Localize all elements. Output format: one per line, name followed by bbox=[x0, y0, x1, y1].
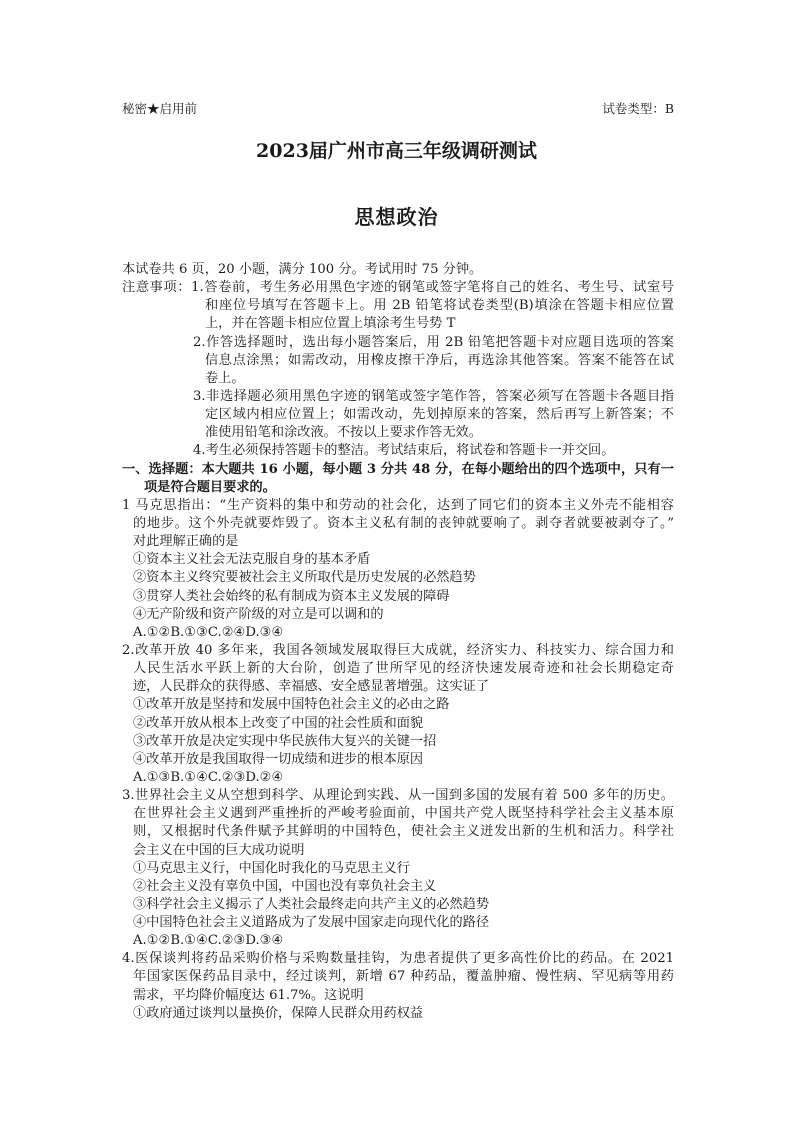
note-item bbox=[122, 442, 674, 460]
note-item bbox=[122, 279, 674, 333]
note-line: 2.作答选择题时，选出每小题答案后，用 2B 铅笔把答题卡对应题目选项的答案 bbox=[193, 334, 674, 350]
question-statement: ③科学社会主义揭示了人类社会最终走向共产主义的必然趋势 bbox=[133, 896, 490, 912]
question-stem-line: 对此理解正确的是 bbox=[133, 534, 239, 550]
question-statement: ①政府通过谈判以量换价，保障人民群众用药权益 bbox=[133, 1005, 424, 1021]
question-stem-line: 年国家医保药品目录中，经过谈判，新增 67 种药品，覆盖肿瘤、慢性病、罕见病等用药 bbox=[133, 969, 674, 985]
question-statement: ①改革开放是坚持和发展中国特色社会主义的必由之路 bbox=[133, 697, 450, 713]
note-line: 准使用铅笔和涂改液。不按以上要求作答无效。 bbox=[205, 425, 482, 441]
question-stem-line: 则，又根据时代条件赋予其鲜明的中国特色，使社会主义迸发出新的生机和活力。科学社 bbox=[133, 824, 674, 840]
note-line: 卷上。 bbox=[205, 370, 245, 386]
note-item bbox=[122, 334, 674, 388]
question-statement: ④改革开放是我国取得一切成绩和进步的根本原因 bbox=[133, 751, 424, 767]
note-line: 4.考生必须保持答题卡的整洁。考试结束后，将试卷和答题卡一并交回。 bbox=[193, 443, 615, 459]
section-heading bbox=[122, 461, 674, 497]
answer-choices: A.①③B.①④C.②③D.②④ bbox=[133, 769, 284, 785]
paper-type-label: 试卷类型：B bbox=[602, 101, 674, 116]
note-line: 信息点涂黑；如需改动，用橡皮擦干净后，再选涂其他答案。答案不能答在试 bbox=[205, 352, 674, 368]
question-stem-line: 在世界社会主义遇到严重挫折的严峻考验面前，中国共产党人既坚持科学社会主义基本原 bbox=[133, 806, 674, 822]
question-2 bbox=[122, 642, 674, 787]
note-line: 上，并在答题卡相应位置上填涂考生号势 T bbox=[205, 316, 456, 332]
note-line: 定区域内相应位置上；如需改动，先划掉原来的答案，然后再写上新答案；不 bbox=[205, 407, 674, 423]
question-list bbox=[122, 497, 674, 1023]
exam-body bbox=[122, 261, 674, 1023]
question-stem-line: 1 马克思指出：“生产资料的集中和劳动的社会化，达到了同它们的资本主义外壳不能相容 bbox=[122, 497, 674, 513]
question-statement: ①资本主义社会无法克服自身的基本矛盾 bbox=[133, 552, 371, 568]
exam-intro: 本试卷共 6 页，20 小题，满分 100 分。考试用时 75 分钟。 bbox=[122, 262, 483, 277]
note-line: 和座位号填写在答题卡上。用 2B 铅笔将试卷类型(B)填涂在答题卡相应位置 bbox=[205, 298, 674, 314]
question-statement: ②资本主义终究要被社会主义所取代是历史发展的必然趋势 bbox=[133, 570, 476, 586]
note-item bbox=[122, 388, 674, 442]
question-stem-line: 的地步。这个外壳就要炸毁了。资本主义私有制的丧钟就要响了。剥夺者就要被剥夺了。” bbox=[133, 515, 674, 531]
question-3 bbox=[122, 787, 674, 950]
question-stem-line: 人民生活水平跃上新的大台阶，创造了世所罕见的经济快速发展奇迹和社会长期稳定奇 bbox=[133, 661, 674, 677]
question-stem-line: 迹，人民群众的获得感、幸福感、安全感显著增强。这实证了 bbox=[133, 679, 490, 695]
answer-choices: A.①②B.①④C.②③D.③④ bbox=[133, 933, 284, 949]
question-stem-line: 会主义在中国的巨大成功说明 bbox=[133, 842, 305, 858]
question-statement: ①马克思主义行，中国化时我化的马克思主义行 bbox=[133, 860, 410, 876]
question-statement: ③改革开放是决定实现中华民族伟大复兴的关键一招 bbox=[133, 733, 437, 749]
note-line: 注意事项：1.答卷前，考生务必用黑色字迹的钢笔或签字笔将自己的姓名、考生号、试室号 bbox=[122, 280, 674, 296]
section-line: 一、选择题：本大题共 16 小题，每小题 3 分共 48 分，在每小题给出的四个选项中，只有一 bbox=[122, 461, 674, 477]
question-statement: ②社会主义没有辜负中国，中国也没有辜负社会主义 bbox=[133, 878, 437, 894]
question-statement: ②改革开放从根本上改变了中国的社会性质和面貌 bbox=[133, 715, 424, 731]
section-line: 项是符合题目要求的。 bbox=[144, 479, 276, 495]
question-1 bbox=[122, 497, 674, 642]
question-stem-line: 2.改革开放 40 多年来，我国各领域发展取得巨大成就，经济实力、科技实力、综合国力和 bbox=[122, 642, 674, 658]
exam-notes bbox=[122, 279, 674, 460]
question-4 bbox=[122, 950, 674, 1023]
confidential-label: 秘密★启用前 bbox=[122, 101, 198, 116]
question-statement: ④无产阶级和资产阶级的对立是可以调和的 bbox=[133, 606, 384, 622]
question-stem-line: 需求，平均降价幅度达 61.7%。这说明 bbox=[133, 987, 364, 1003]
question-statement: ③贯穿人类社会始终的私有制成为资本主义发展的障碍 bbox=[133, 588, 450, 604]
subject-title: 思想政治 bbox=[354, 205, 439, 229]
note-line: 3.非选择题必须用黑色字迹的钢笔或签字笔作答，答案必须写在答题卡各题目指 bbox=[193, 388, 674, 404]
answer-choices: A.①②B.①③C.②④D.③④ bbox=[133, 624, 284, 640]
question-stem-line: 3.世界社会主义从空想到科学、从理论到实践、从一国到多国的发展有着 500 多年的历史。 bbox=[122, 788, 674, 804]
exam-title: 2023届广州市高三年级调研测试 bbox=[256, 140, 537, 162]
question-statement: ④中国特色社会主义道路成为了发展中国家走向现代化的路径 bbox=[133, 915, 490, 931]
question-stem-line: 4.医保谈判将药品采购价格与采购数量挂钩，为患者提供了更多高性价比的药品。在 2021 bbox=[122, 951, 674, 967]
